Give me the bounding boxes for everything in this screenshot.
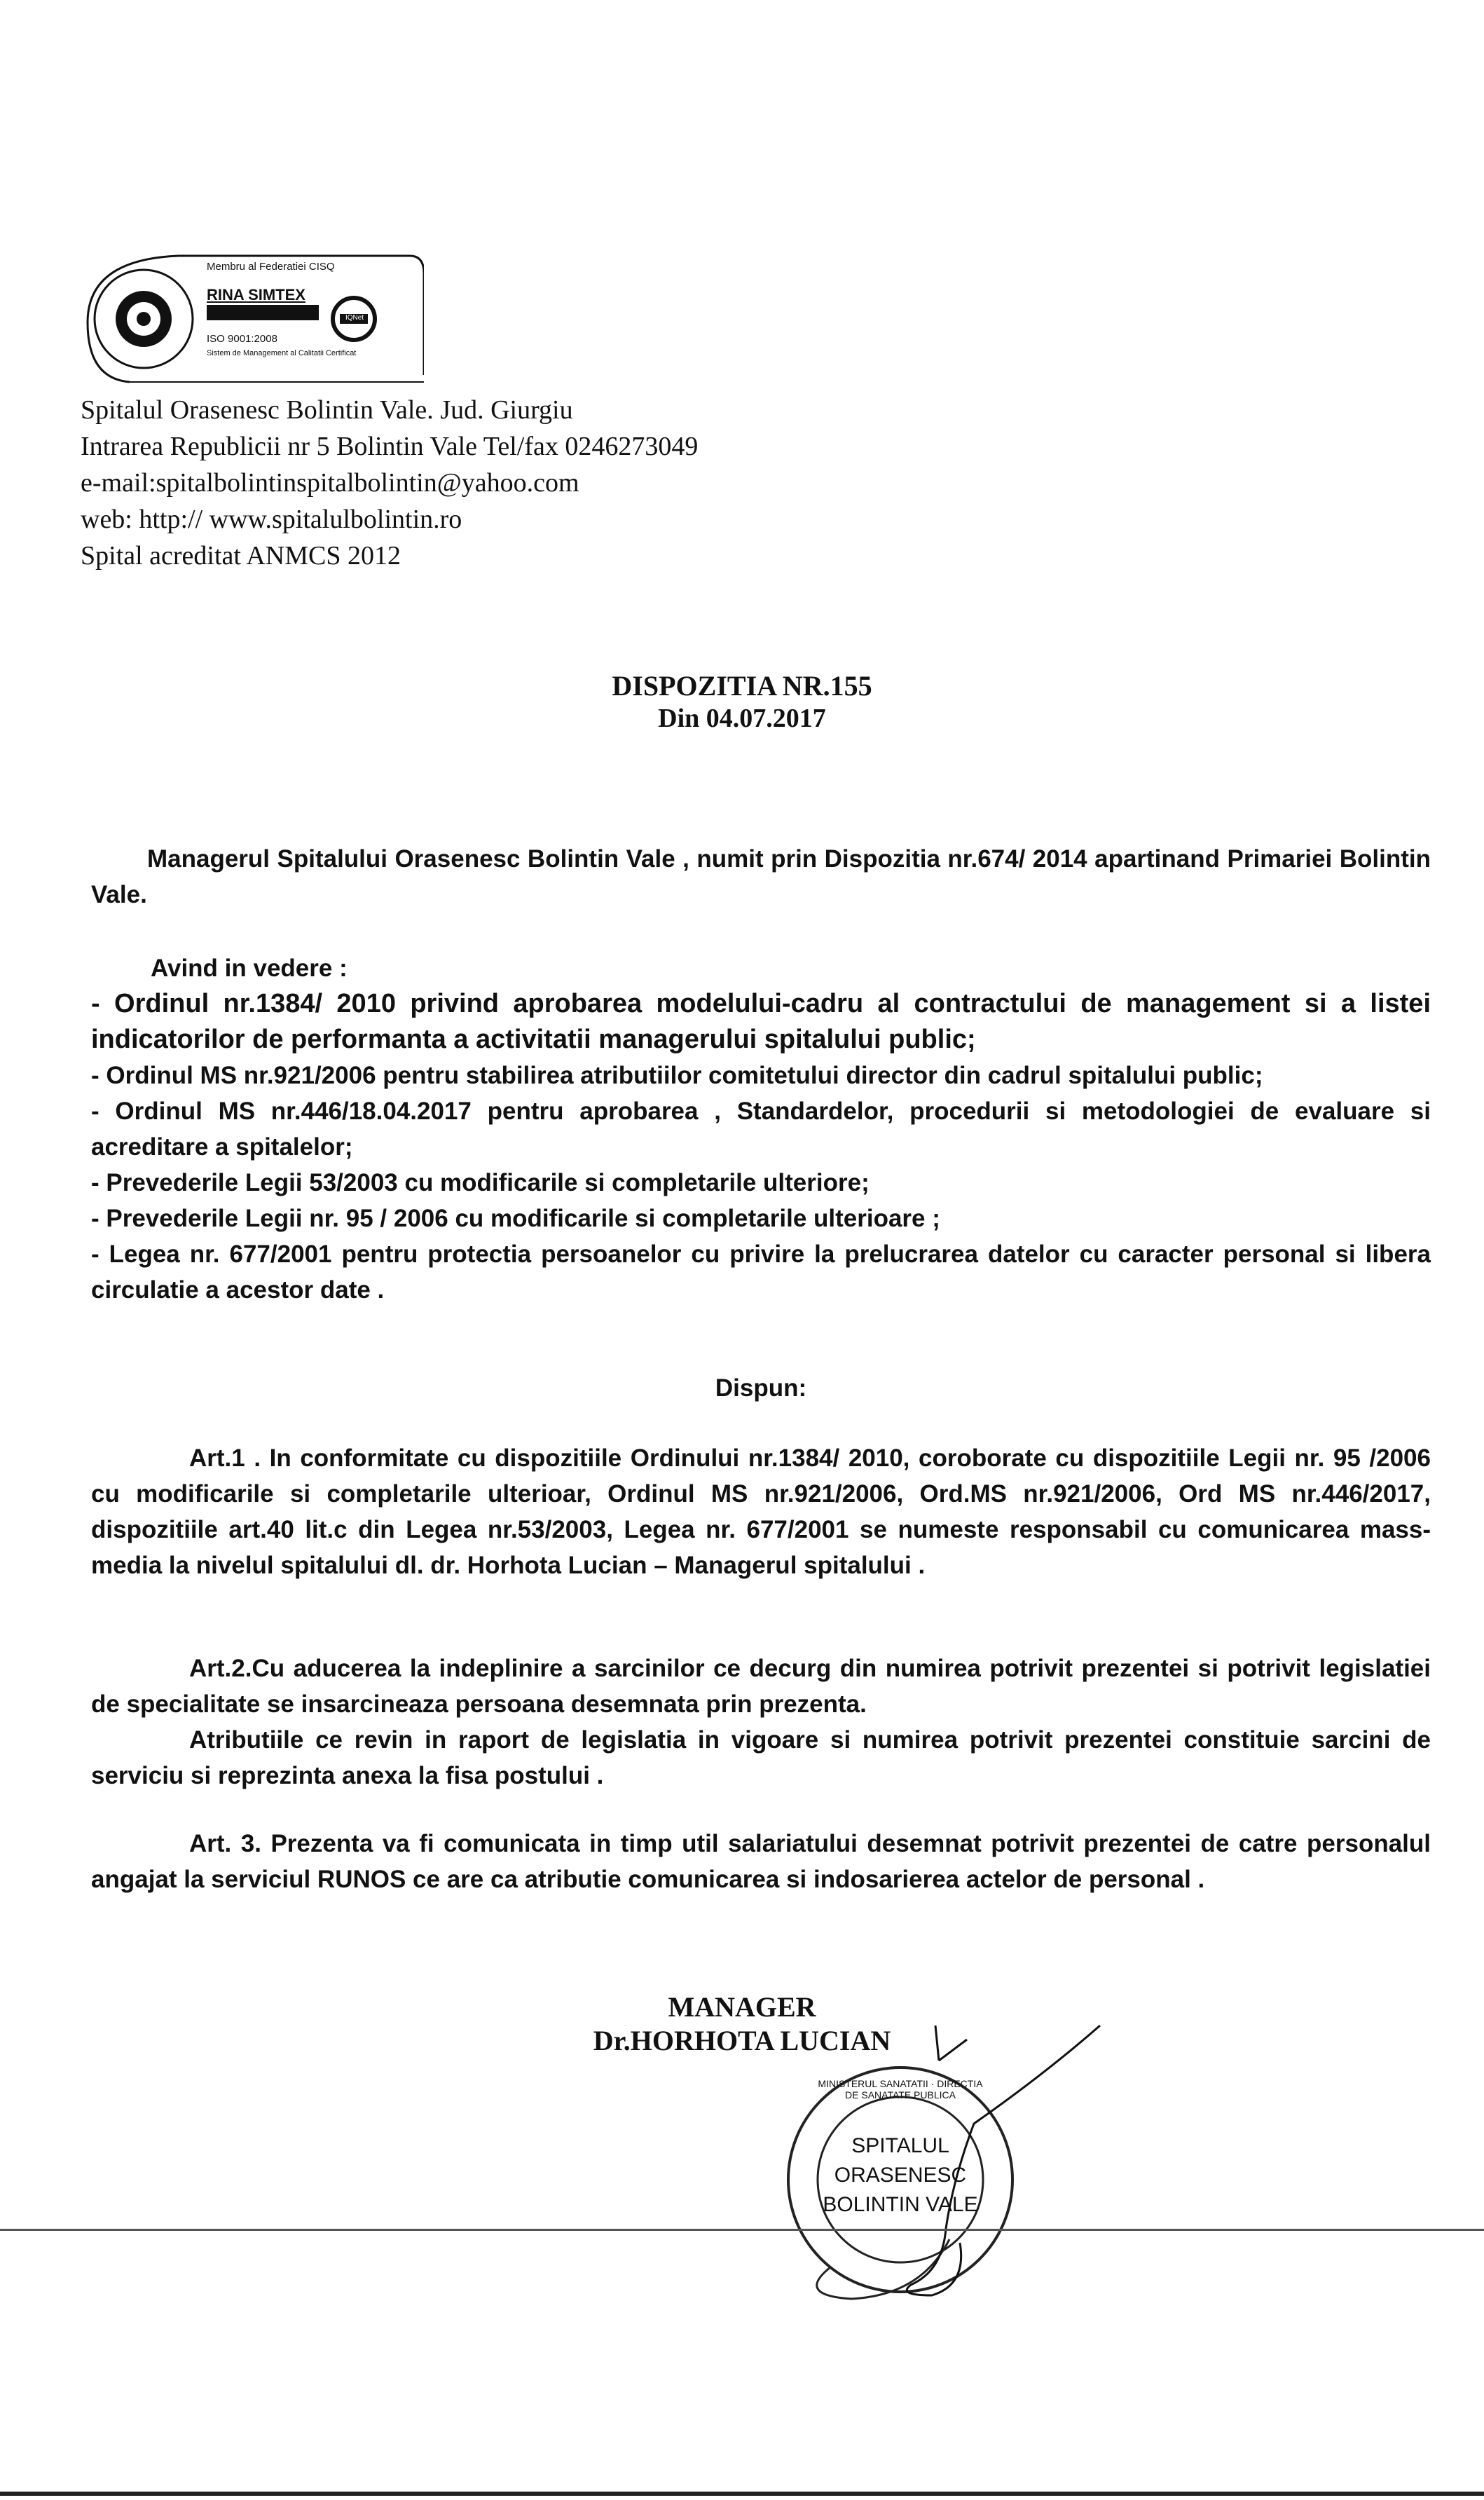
- decision-heading: Dispun:: [715, 1374, 807, 1402]
- scan-bottom-line: [0, 2492, 1484, 2496]
- logo-iso: ISO 9001:2008: [207, 333, 277, 345]
- article-2-text: Art.2.Cu aducerea la indeplinire a sarcinilor ce decurg din numirea potrivit prezentei si potrivit legislatiei de specialitate se insarcineaza persoana desemnata prin prezenta.: [91, 1655, 1431, 1718]
- considering-section: [91, 950, 1431, 1308]
- hospital-email-line: e-mail:spitalbolintinspitalbolintin@yahoo.com: [81, 468, 579, 498]
- considering-item: - Ordinul MS nr.921/2006 pentru stabilirea atributiilor comitetului director din cadrul spitalului public;: [91, 1062, 1263, 1089]
- considering-item: - Legea nr. 677/2001 pentru protectia persoanelor cu privire la prelucrarea datelor cu caracter personal si libera circulatie a acestor date .: [91, 1241, 1431, 1304]
- signature-name: Dr.HORHOTA LUCIAN: [593, 2025, 891, 2056]
- considering-item: - Ordinul MS nr.446/18.04.2017 pentru aprobarea , Standardelor, procedurii si metodologiei de evaluare si acreditare a spitalelor;: [91, 1098, 1431, 1161]
- handwritten-signature: [869, 2019, 1121, 2313]
- article-2: [91, 1651, 1431, 1794]
- article-3-text: Art. 3. Prezenta va fi comunicata in timp util salariatului desemnat potrivit prezentei de catre personalul angajat la serviciul RUNOS ce are ca atributie comunicarea si indosarierea actelor de personal .: [91, 1830, 1431, 1893]
- stamp-ring-text: MINISTERUL SANATATII · DIRECTIA DE SANATATE PUBLICA: [818, 2078, 983, 2101]
- document-date: Din 04.07.2017: [658, 704, 826, 733]
- handwritten-signature-graphic: [869, 2019, 1121, 2313]
- certification-logo: [81, 245, 424, 385]
- intro-text: Managerul Spitalului Orasenesc Bolintin Vale , numit prin Dispozitia nr.674/ 2014 apartinand Primariei Bolintin Vale.: [91, 845, 1431, 908]
- logo-brand: RINA SIMTEX: [207, 286, 305, 303]
- stamp-line-2: ORASENESC: [834, 2164, 967, 2187]
- considering-heading: Avind in vedere :: [151, 955, 348, 982]
- logo-top-text: Membru al Federatiei CISQ: [207, 261, 335, 273]
- hospital-web-line: web: http:// www.spitalulbolintin.ro: [81, 505, 462, 534]
- stamp-line-1: SPITALUL: [851, 2134, 949, 2157]
- signature-role: MANAGER: [668, 1991, 816, 2023]
- considering-item: - Prevederile Legii nr. 95 / 2006 cu modificarile si completarile ulterioare ;: [91, 1205, 940, 1232]
- stamp-line-3: BOLINTIN VALE: [823, 2193, 978, 2216]
- article-2-annex-text: Atributiile ce revin in raport de legislatia in vigoare si numirea potrivit prezentei constituie sarcini de serviciu si reprezinta anexa la fisa postului .: [91, 1726, 1431, 1789]
- article-1: [91, 1440, 1431, 1583]
- logo-bottom-text: Sistem de Management al Calitatii Certificat: [207, 349, 357, 357]
- logo-iq-badge: IQNet: [345, 314, 364, 322]
- scan-divider-line: [0, 2229, 1484, 2231]
- considering-item: - Prevederile Legii 53/2003 cu modificarile si completarile ulteriore;: [91, 1169, 870, 1196]
- hospital-accreditation-line: Spital acreditat ANMCS 2012: [81, 541, 401, 571]
- article-3: [91, 1826, 1431, 1897]
- article-1-text: Art.1 . In conformitate cu dispozitiile Ordinului nr.1384/ 2010, coroborate cu dispozitiile Legii nr. 95 /2006 cu modificarile si completarile ulterioar, Ordinul MS nr.921/2006, Ord.MS nr.921/2006, Ord MS nr.446/2017, dispozitiile art.40 lit.c din Legea nr.53/2003, Legea nr. 677/2001 se numeste responsabil cu comunicarea mass-media la nivelul spitalului dl. dr. Horhota Lucian – Managerul spitalului .: [91, 1444, 1431, 1579]
- considering-item: - Ordinul nr.1384/ 2010 privind aprobarea modelului-cadru al contractului de management si a listei indicatorilor de performanta a activitatii managerului spitalului public;: [91, 989, 1431, 1054]
- hospital-name-line: Spitalul Orasenesc Bolintin Vale. Jud. Giurgiu: [81, 395, 573, 425]
- hospital-address-line: Intrarea Republicii nr 5 Bolintin Vale Tel/fax 0246273049: [81, 432, 699, 461]
- intro-paragraph: [91, 841, 1431, 913]
- document-title: DISPOZITIA NR.155: [612, 670, 872, 702]
